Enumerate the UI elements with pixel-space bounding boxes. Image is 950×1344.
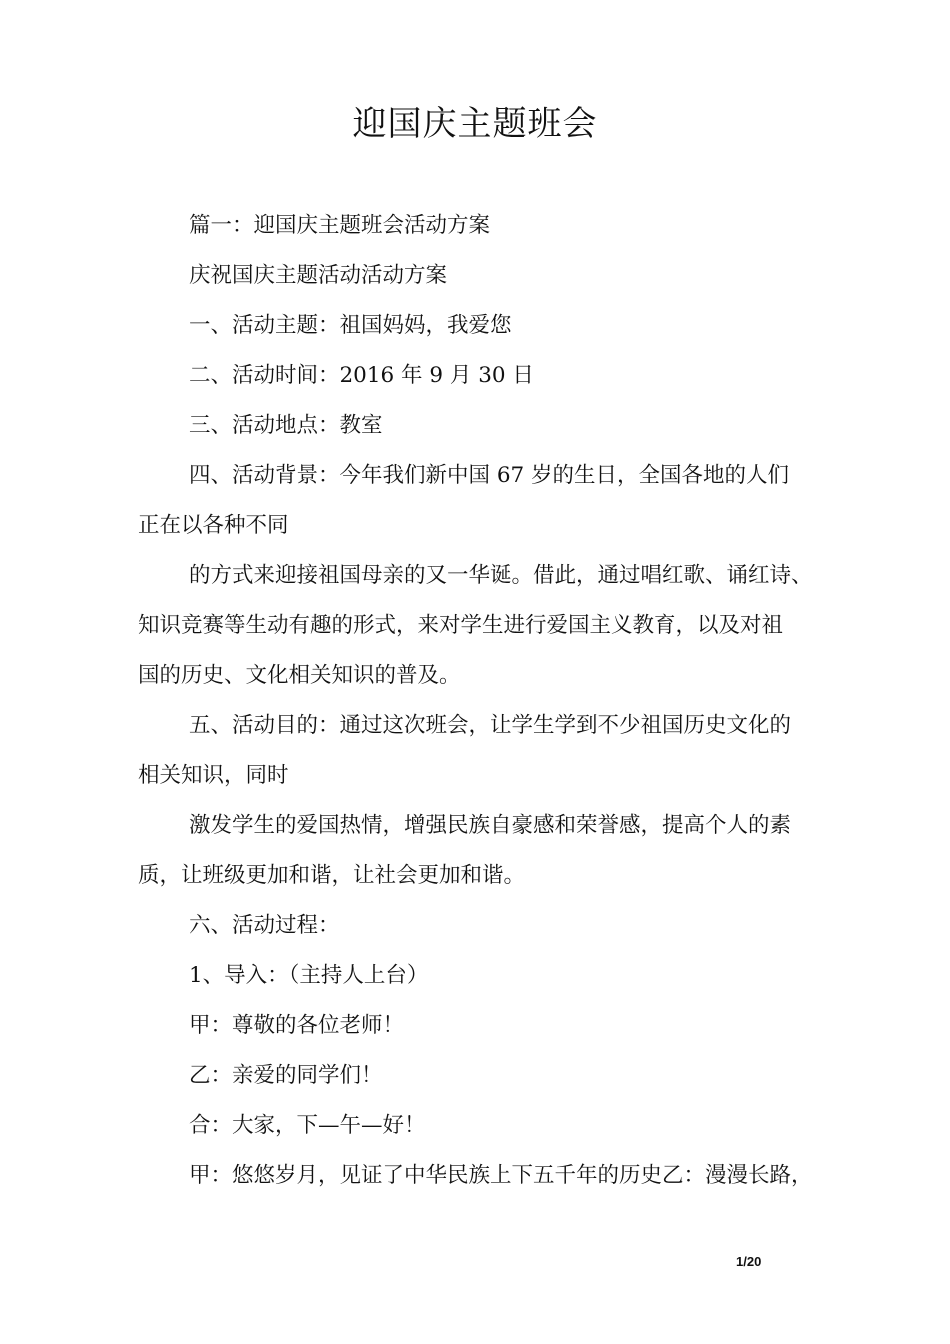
text-line: 二、活动时间：2016 年 9 月 30 日 (189, 363, 534, 388)
text-line: 国的历史、文化相关知识的普及。 (138, 663, 461, 688)
text-line: 知识竞赛等生动有趣的形式，来对学生进行爱国主义教育，以及对祖 (138, 613, 784, 638)
text-line: 甲：尊敬的各位老师！ (189, 1013, 405, 1038)
text-line: 乙：亲爱的同学们！ (189, 1063, 383, 1088)
document-title: 迎国庆主题班会 (352, 104, 598, 144)
text-line: 甲：悠悠岁月，见证了中华民族上下五千年的历史乙：漫漫长路， (189, 1163, 813, 1188)
text-line: 三、活动地点：教室 (189, 413, 383, 438)
text-line: 的方式来迎接祖国母亲的又一华诞。借此，通过唱红歌、诵红诗、 (189, 563, 813, 588)
text-line: 六、活动过程： (189, 913, 340, 938)
text-line: 质，让班级更加和谐，让社会更加和谐。 (138, 863, 526, 888)
text-line: 庆祝国庆主题活动活动方案 (189, 263, 448, 288)
text-line: 1、导入：（主持人上台） (189, 963, 429, 988)
text-line: 五、活动目的：通过这次班会，让学生学到不少祖国历史文化的 (189, 713, 792, 738)
text-line: 正在以各种不同 (138, 513, 289, 538)
text-line: 四、活动背景：今年我们新中国 67 岁的生日，全国各地的人们 (189, 463, 790, 488)
text-line: 激发学生的爱国热情，增强民族自豪感和荣誉感，提高个人的素 (189, 813, 792, 838)
text-line: 合：大家，下—午—好！ (189, 1113, 426, 1138)
page-number: 1/20 (736, 1254, 762, 1269)
text-line: 一、活动主题：祖国妈妈，我爱您 (189, 313, 512, 338)
text-line: 相关知识，同时 (138, 763, 289, 788)
text-line: 篇一：迎国庆主题班会活动方案 (189, 213, 491, 238)
